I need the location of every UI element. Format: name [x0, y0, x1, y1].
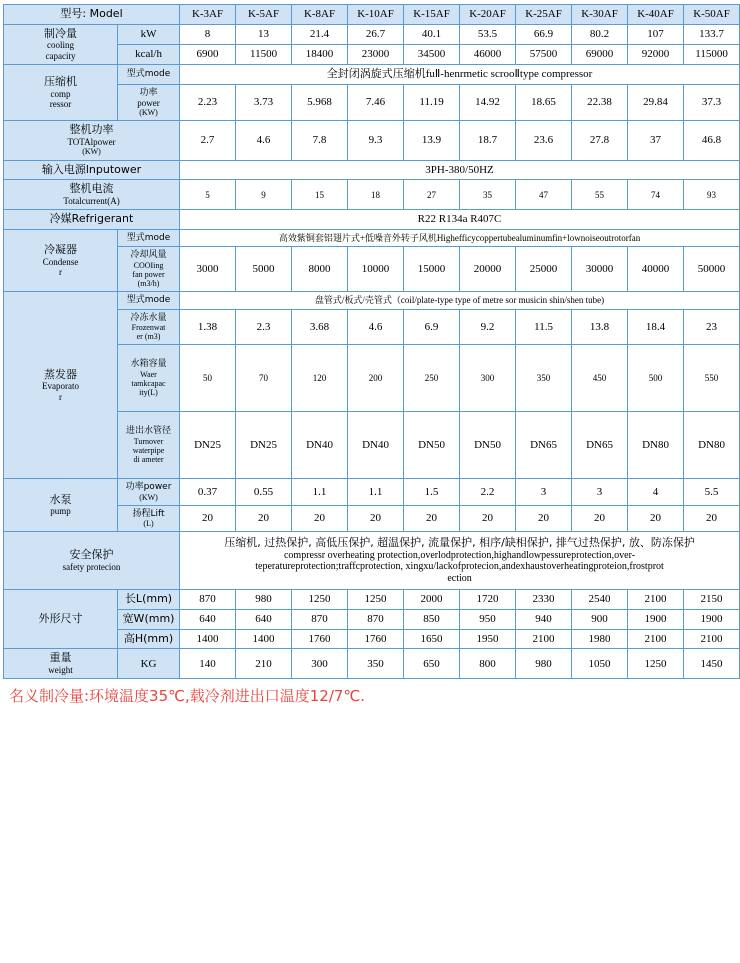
table-row-total-current — [4, 180, 740, 210]
pump-lift-label — [118, 505, 180, 532]
evaporator-tank-cell: 500 — [628, 345, 684, 412]
evaporator-frozen-label — [118, 309, 180, 345]
dimension-cell: 1900 — [628, 610, 684, 630]
condenser-label-en1: Condense — [42, 256, 79, 267]
condenser-fan-cell: 5000 — [236, 247, 292, 292]
table-row-condenser-mode — [4, 229, 740, 246]
evaporator-pipe-cell: DN25 — [180, 412, 236, 479]
dimension-cell: 2100 — [684, 629, 740, 649]
pump-power-cell: 3 — [572, 479, 628, 506]
evaporator-frozen-cell: 18.4 — [628, 309, 684, 345]
compressor-power-cell: 5.968 — [292, 84, 348, 121]
total-power-cell: 27.8 — [572, 121, 628, 160]
total-current-label — [4, 180, 180, 210]
condenser-fan-cell: 30000 — [572, 247, 628, 292]
total-current-cell: 18 — [348, 180, 404, 210]
pump-lift-cell: 20 — [236, 505, 292, 532]
dimension-cell: 2000 — [404, 590, 460, 610]
safety-label-cn: 安全保护 — [69, 548, 114, 562]
pump-power-cell: 5.5 — [684, 479, 740, 506]
compressor-power-cell: 29.84 — [628, 84, 684, 121]
pump-lift-cell: 20 — [572, 505, 628, 532]
compressor-power-cell: 14.92 — [460, 84, 516, 121]
condenser-fan-cell: 15000 — [404, 247, 460, 292]
table-row-safety — [4, 532, 740, 590]
pump-label-cn: 水泵 — [49, 492, 72, 506]
model-cell: K-20AF — [460, 5, 516, 25]
cooling-label-en1: cooling — [47, 40, 74, 51]
weight-label — [4, 649, 118, 679]
dimension-cell: 1760 — [292, 629, 348, 649]
weight-cell: 300 — [292, 649, 348, 679]
total-power-cell: 46.8 — [684, 121, 740, 160]
table-row-compressor-mode — [4, 64, 740, 84]
dimension-cell: 1650 — [404, 629, 460, 649]
cooling-kw-cell: 133.7 — [684, 24, 740, 44]
condenser-fan-cell: 3000 — [180, 247, 236, 292]
total-power-cell: 7.8 — [292, 121, 348, 160]
pump-lift-cell: 20 — [292, 505, 348, 532]
dimension-cell: 2100 — [516, 629, 572, 649]
evaporator-pipe-cell: DN40 — [348, 412, 404, 479]
cooling-kw-cell: 107 — [628, 24, 684, 44]
total-power-cell: 9.3 — [348, 121, 404, 160]
total-power-cell: 4.6 — [236, 121, 292, 160]
safety-line1: 压缩机, 过热保护, 高低压保护, 超温保护, 流量保护, 相序/缺相保护, 排气过热保护, 放、防冻保护 — [224, 536, 695, 550]
evaporator-label — [4, 292, 118, 479]
safety-line2: compressr overheating protection,overlodprotection,highandlowpessureprotection,over- — [283, 549, 636, 561]
evaporator-pipe-label-cn: 进出水管径 — [126, 426, 172, 437]
cooling-kcal-cell: 34500 — [404, 44, 460, 64]
condenser-fan-label-en3: (m3/h) — [137, 278, 160, 288]
evaporator-frozen-cell: 6.9 — [404, 309, 460, 345]
pump-power-label-cn: 功率power — [125, 482, 172, 493]
condenser-fan-cell: 8000 — [292, 247, 348, 292]
total-current-cell: 93 — [684, 180, 740, 210]
dimension-cell: 980 — [236, 590, 292, 610]
evaporator-label-en2: r — [59, 391, 62, 402]
evaporator-tank-cell: 70 — [236, 345, 292, 412]
evaporator-tank-label-en1: Waer — [140, 369, 157, 379]
total-current-cell: 27 — [404, 180, 460, 210]
compressor-mode-value: 全封闭涡旋式压缩机fuⅡ-henrmetic scrooⅡtype compressor — [180, 64, 740, 84]
cooling-unit-kcal: kcal/h — [118, 44, 180, 64]
evaporator-tank-label-en3: ity(L) — [139, 388, 158, 397]
pump-power-label — [118, 479, 180, 506]
condenser-mode-label: 型式mode — [118, 229, 180, 246]
weight-cell: 980 — [516, 649, 572, 679]
evaporator-frozen-cell: 23 — [684, 309, 740, 345]
compressor-power-label-en: power — [137, 97, 160, 108]
evaporator-pipe-cell: DN65 — [516, 412, 572, 479]
total-power-cell: 23.6 — [516, 121, 572, 160]
condenser-fan-label-en2: fan power — [132, 269, 165, 279]
total-current-cell: 47 — [516, 180, 572, 210]
total-current-cell: 15 — [292, 180, 348, 210]
dimension-cell: 900 — [572, 610, 628, 630]
pump-lift-cell: 20 — [628, 505, 684, 532]
total-power-cell: 13.9 — [404, 121, 460, 160]
table-row-total-power — [4, 121, 740, 160]
model-cell: K-10AF — [348, 5, 404, 25]
model-cell: K-30AF — [572, 5, 628, 25]
evaporator-pipe-cell: DN80 — [684, 412, 740, 479]
dimension-cell: 870 — [348, 610, 404, 630]
condenser-fan-cell: 10000 — [348, 247, 404, 292]
evaporator-label-cn: 蒸发器 — [44, 367, 77, 381]
dimension-row-label: 高H(mm) — [118, 629, 180, 649]
pump-lift-cell: 20 — [516, 505, 572, 532]
compressor-label — [4, 64, 118, 121]
total-power-label-en: TOTAlpower — [67, 137, 116, 148]
cooling-kcal-cell: 92000 — [628, 44, 684, 64]
condenser-fan-label — [118, 247, 180, 292]
weight-cell: 210 — [236, 649, 292, 679]
safety-value — [180, 532, 740, 590]
weight-cell: 800 — [460, 649, 516, 679]
condenser-fan-cell: 20000 — [460, 247, 516, 292]
weight-cell: 1050 — [572, 649, 628, 679]
condenser-label-en2: r — [59, 266, 62, 277]
evaporator-pipe-label-en1: Turnover — [133, 436, 164, 446]
cooling-kw-cell: 26.7 — [348, 24, 404, 44]
evaporator-frozen-cell: 4.6 — [348, 309, 404, 345]
evaporator-tank-cell: 250 — [404, 345, 460, 412]
dimension-cell: 1950 — [460, 629, 516, 649]
compressor-mode-label: 型式mode — [118, 64, 180, 84]
pump-lift-cell: 20 — [180, 505, 236, 532]
compressor-power-cell: 22.38 — [572, 84, 628, 121]
refrigerant-value: R22 R134a R407C — [180, 210, 740, 230]
weight-unit: KG — [118, 649, 180, 679]
evaporator-pipe-cell: DN80 — [628, 412, 684, 479]
pump-power-cell: 1.5 — [404, 479, 460, 506]
dimension-cell: 2100 — [628, 629, 684, 649]
weight-cell: 350 — [348, 649, 404, 679]
compressor-power-label-cn: 功率 — [139, 87, 158, 98]
model-cell: K-5AF — [236, 5, 292, 25]
pump-power-unit: (KW) — [139, 492, 158, 502]
pump-label-en: pump — [50, 506, 71, 517]
evaporator-tank-cell: 450 — [572, 345, 628, 412]
dimension-cell: 1760 — [348, 629, 404, 649]
model-cell: K-8AF — [292, 5, 348, 25]
table-row-pump-power — [4, 479, 740, 506]
evaporator-tank-cell: 120 — [292, 345, 348, 412]
safety-label — [4, 532, 180, 590]
evaporator-label-en1: Evaporato — [42, 381, 79, 392]
dimension-cell: 2540 — [572, 590, 628, 610]
evaporator-tank-label-cn: 水箱容量 — [130, 359, 167, 370]
total-power-label-cn: 整机功率 — [69, 123, 114, 137]
dimension-cell: 2100 — [628, 590, 684, 610]
total-current-label-en: Totalcurrent(A) — [63, 195, 120, 206]
compressor-label-en2: ressor — [49, 99, 72, 110]
evaporator-pipe-label-en2: waterpipe — [132, 445, 165, 455]
evaporator-tank-cell: 300 — [460, 345, 516, 412]
compressor-label-cn: 压缩机 — [44, 75, 77, 89]
evaporator-pipe-cell: DN25 — [236, 412, 292, 479]
dimension-cell: 1980 — [572, 629, 628, 649]
table-row-refrigerant — [4, 210, 740, 230]
total-current-cell: 35 — [460, 180, 516, 210]
pump-power-cell: 4 — [628, 479, 684, 506]
dimension-cell: 1400 — [236, 629, 292, 649]
cooling-capacity-label — [4, 24, 118, 64]
compressor-power-cell: 11.19 — [404, 84, 460, 121]
model-cell: K-3AF — [180, 5, 236, 25]
pump-power-cell: 3 — [516, 479, 572, 506]
evaporator-frozen-cell: 1.38 — [180, 309, 236, 345]
evaporator-pipe-label-en3: di ameter — [133, 455, 164, 464]
table-row-input-power — [4, 160, 740, 180]
total-current-cell: 5 — [180, 180, 236, 210]
pump-lift-cell: 20 — [460, 505, 516, 532]
pump-label — [4, 479, 118, 532]
dimension-cell: 640 — [180, 610, 236, 630]
cooling-kcal-cell: 11500 — [236, 44, 292, 64]
table-row-model — [4, 5, 740, 25]
model-cell: K-15AF — [404, 5, 460, 25]
evaporator-tank-cell: 200 — [348, 345, 404, 412]
compressor-power-cell: 7.46 — [348, 84, 404, 121]
total-power-cell: 18.7 — [460, 121, 516, 160]
dimension-cell: 2330 — [516, 590, 572, 610]
input-power-value: 3PH-380/50HZ — [180, 160, 740, 180]
total-current-cell: 55 — [572, 180, 628, 210]
cooling-kw-cell: 66.9 — [516, 24, 572, 44]
refrigerant-label: 冷媒Refrigerant — [4, 210, 180, 230]
dimension-cell: 1250 — [348, 590, 404, 610]
condenser-fan-cell: 25000 — [516, 247, 572, 292]
table-row-dimension-length — [4, 590, 740, 610]
total-current-cell: 9 — [236, 180, 292, 210]
cooling-kcal-cell: 23000 — [348, 44, 404, 64]
pump-power-cell: 1.1 — [292, 479, 348, 506]
evaporator-pipe-cell: DN50 — [404, 412, 460, 479]
dimension-cell: 850 — [404, 610, 460, 630]
model-cell: K-25AF — [516, 5, 572, 25]
table-row-weight — [4, 649, 740, 679]
evaporator-tank-label — [118, 345, 180, 412]
pump-lift-cell: 20 — [684, 505, 740, 532]
cooling-kw-cell: 21.4 — [292, 24, 348, 44]
pump-power-cell: 2.2 — [460, 479, 516, 506]
model-cell: K-40AF — [628, 5, 684, 25]
evaporator-tank-cell: 350 — [516, 345, 572, 412]
evaporator-pipe-cell: DN50 — [460, 412, 516, 479]
cooling-kcal-cell: 69000 — [572, 44, 628, 64]
evaporator-pipe-cell: DN40 — [292, 412, 348, 479]
pump-lift-cell: 20 — [348, 505, 404, 532]
dimension-cell: 870 — [180, 590, 236, 610]
evaporator-frozen-cell: 13.8 — [572, 309, 628, 345]
weight-cell: 1450 — [684, 649, 740, 679]
weight-cell: 140 — [180, 649, 236, 679]
condenser-label — [4, 229, 118, 291]
condenser-fan-cell: 50000 — [684, 247, 740, 292]
dimension-cell: 940 — [516, 610, 572, 630]
pump-power-cell: 0.37 — [180, 479, 236, 506]
cooling-kcal-cell: 57500 — [516, 44, 572, 64]
evaporator-tank-cell: 50 — [180, 345, 236, 412]
dimension-cell: 870 — [292, 610, 348, 630]
total-power-label — [4, 121, 180, 160]
table-row-cooling-kw — [4, 24, 740, 44]
dimension-cell: 950 — [460, 610, 516, 630]
condenser-label-cn: 冷凝器 — [44, 242, 77, 256]
cooling-kcal-cell: 46000 — [460, 44, 516, 64]
dimension-cell: 1900 — [684, 610, 740, 630]
pump-lift-unit: (L) — [143, 519, 154, 529]
weight-label-en: weight — [48, 665, 73, 675]
cooling-kcal-cell: 115000 — [684, 44, 740, 64]
dimension-cell: 1250 — [292, 590, 348, 610]
pump-lift-label-cn: 扬程Lift — [132, 508, 165, 519]
condenser-fan-label-en1: COOIing — [133, 260, 164, 270]
total-power-cell: 37 — [628, 121, 684, 160]
footnote: 名义制冷量:环境温度35℃,载冷剂进出口温度12/7℃. — [9, 687, 366, 706]
evaporator-pipe-label — [118, 412, 180, 479]
weight-cell: 650 — [404, 649, 460, 679]
cooling-kw-cell: 13 — [236, 24, 292, 44]
condenser-fan-label-cn: 冷却风量 — [130, 250, 167, 261]
dimension-row-label: 长L(mm) — [118, 590, 180, 610]
dimensions-label: 外形尺寸 — [4, 590, 118, 649]
total-power-cell: 2.7 — [180, 121, 236, 160]
compressor-power-cell: 18.65 — [516, 84, 572, 121]
compressor-power-label — [118, 84, 180, 121]
table-row-evaporator-mode — [4, 292, 740, 309]
cooling-label-cn: 制冷量 — [44, 26, 77, 40]
safety-label-en: safety protecion — [62, 562, 121, 573]
pump-lift-cell: 20 — [404, 505, 460, 532]
evaporator-frozen-cell: 11.5 — [516, 309, 572, 345]
model-label: 型号: Model — [4, 5, 180, 25]
cooling-kcal-cell: 18400 — [292, 44, 348, 64]
weight-label-cn: 重量 — [49, 651, 72, 665]
pump-power-cell: 0.55 — [236, 479, 292, 506]
condenser-mode-value: 高效紫铜套铝翅片式+低噪音外转子风机Highefficycoppertubealuminumfin+lownoiseoutrotorfan — [180, 229, 740, 246]
compressor-label-en1: comp — [50, 88, 71, 99]
compressor-power-cell: 3.73 — [236, 84, 292, 121]
specification-table — [3, 4, 740, 679]
compressor-power-unit: (KW) — [139, 108, 158, 118]
evaporator-frozen-label-en1: Frozenwat — [131, 322, 166, 332]
cooling-kw-cell: 8 — [180, 24, 236, 44]
evaporator-mode-label: 型式mode — [118, 292, 180, 309]
cooling-label-en2: capacity — [45, 50, 76, 61]
cooling-kw-cell: 53.5 — [460, 24, 516, 44]
evaporator-frozen-cell: 3.68 — [292, 309, 348, 345]
evaporator-frozen-cell: 2.3 — [236, 309, 292, 345]
evaporator-tank-cell: 550 — [684, 345, 740, 412]
total-current-label-cn: 整机电流 — [69, 182, 114, 196]
input-power-label: 输入电源lnputower — [4, 160, 180, 180]
evaporator-mode-value: 盘管式/板式/壳管式（coil/plate-type type of metre sor musicin shin/shen tube) — [180, 292, 740, 309]
dimension-cell: 2150 — [684, 590, 740, 610]
weight-cell: 1250 — [628, 649, 684, 679]
evaporator-frozen-cell: 9.2 — [460, 309, 516, 345]
condenser-fan-cell: 40000 — [628, 247, 684, 292]
evaporator-frozen-label-en2: er (m3) — [136, 332, 161, 342]
total-power-unit: (KW) — [82, 147, 101, 157]
cooling-kcal-cell: 6900 — [180, 44, 236, 64]
total-current-cell: 74 — [628, 180, 684, 210]
dimension-cell: 640 — [236, 610, 292, 630]
dimension-cell: 1720 — [460, 590, 516, 610]
evaporator-pipe-cell: DN65 — [572, 412, 628, 479]
safety-line4: ection — [447, 572, 472, 584]
cooling-kw-cell: 40.1 — [404, 24, 460, 44]
dimension-row-label: 宽W(mm) — [118, 610, 180, 630]
cooling-kw-cell: 80.2 — [572, 24, 628, 44]
model-cell: K-50AF — [684, 5, 740, 25]
evaporator-frozen-label-cn: 冷冻水量 — [130, 312, 167, 323]
compressor-power-cell: 37.3 — [684, 84, 740, 121]
safety-line3: teperatureprotection;traffcprotection, xingxu/lackofprotecion,andexhaustoverheatingproteion,frostprot — [255, 561, 664, 573]
evaporator-tank-label-en2: tamkcapac — [131, 378, 166, 388]
cooling-unit-kw: kW — [118, 24, 180, 44]
compressor-power-cell: 2.23 — [180, 84, 236, 121]
dimension-cell: 1400 — [180, 629, 236, 649]
pump-power-cell: 1.1 — [348, 479, 404, 506]
